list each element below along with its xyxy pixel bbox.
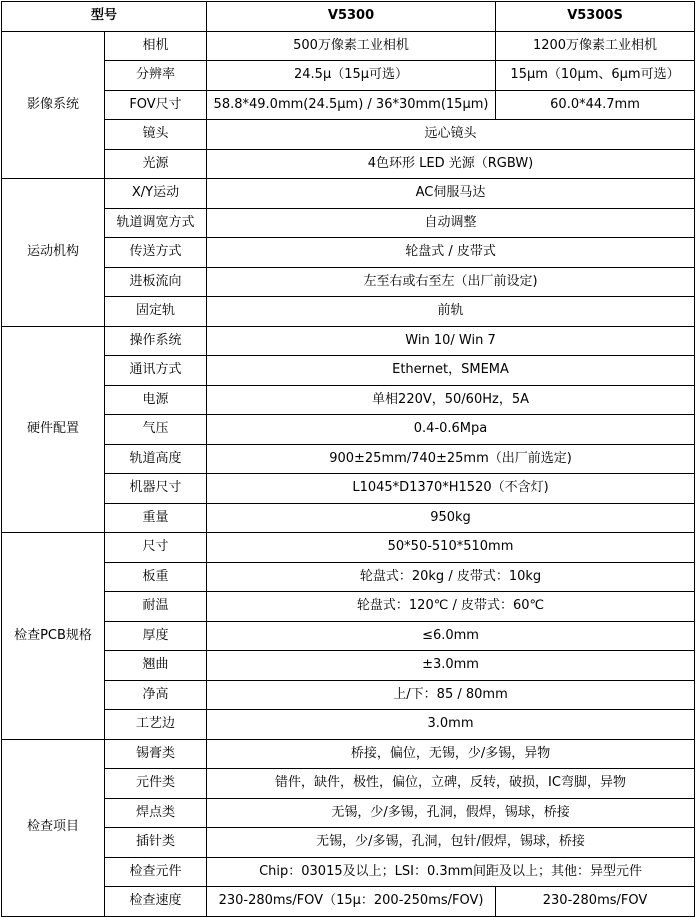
spec-label: 重量 (105, 503, 207, 533)
spec-value: 轮盘式 / 皮带式 (207, 238, 695, 268)
table-row (2, 621, 695, 651)
table-row (2, 149, 695, 179)
spec-label: 插针类 (105, 828, 207, 858)
spec-value-v5300: 24.5μ（15μ可选） (207, 61, 496, 91)
table-row (2, 798, 695, 828)
table-row (2, 533, 695, 563)
spec-label: 焊点类 (105, 798, 207, 828)
spec-value: AC伺服马达 (207, 179, 695, 209)
spec-label: 操作系统 (105, 326, 207, 356)
header-model: 型号 (2, 2, 207, 32)
spec-value-v5300s: 230-280ms/FOV (496, 887, 695, 917)
table-row (2, 444, 695, 474)
spec-value: 单相220V，50/60Hz，5A (207, 385, 695, 415)
spec-value: 950kg (207, 503, 695, 533)
category-cell: 检查PCB规格 (2, 533, 105, 740)
table-row (2, 356, 695, 386)
table-row (2, 710, 695, 740)
spec-value-v5300s: 15μm（10μm、6μm可选） (496, 61, 695, 91)
table-row (2, 887, 695, 917)
spec-label: 尺寸 (105, 533, 207, 563)
spec-label: 耐温 (105, 592, 207, 622)
spec-label: 通讯方式 (105, 356, 207, 386)
table-row (2, 326, 695, 356)
spec-label: 检查速度 (105, 887, 207, 917)
spec-value: ≤6.0mm (207, 621, 695, 651)
spec-label: 进板流向 (105, 267, 207, 297)
spec-value: 桥接，偏位，无锡，少/多锡，异物 (207, 739, 695, 769)
spec-label: X/Y运动 (105, 179, 207, 209)
spec-value: 左至右或右至左（出厂前设定) (207, 267, 695, 297)
spec-label: 电源 (105, 385, 207, 415)
table-row (2, 828, 695, 858)
header-v5300s: V5300S (496, 2, 695, 32)
spec-value: 无锡，少/多锡，孔洞，假焊，锡球，桥接 (207, 798, 695, 828)
spec-value: ±3.0mm (207, 651, 695, 681)
spec-label: 翘曲 (105, 651, 207, 681)
spec-value: 3.0mm (207, 710, 695, 740)
spec-label: 机器尺寸 (105, 474, 207, 504)
spec-value: 错件，缺件，极性，偏位，立碑，反转，破损，IC弯脚，异物 (207, 769, 695, 799)
table-row (2, 415, 695, 445)
table-row (2, 769, 695, 799)
spec-label: 轨道调宽方式 (105, 208, 207, 238)
table-row (2, 179, 695, 209)
table-row (2, 592, 695, 622)
table-row (2, 208, 695, 238)
spec-value: 4色环形 LED 光源（RGBW) (207, 149, 695, 179)
spec-value: 0.4-0.6Mpa (207, 415, 695, 445)
spec-value: 轮盘式：120℃ / 皮带式：60℃ (207, 592, 695, 622)
spec-label: 固定轨 (105, 297, 207, 327)
table-row (2, 120, 695, 150)
spec-label: 轨道高度 (105, 444, 207, 474)
header-v5300: V5300 (207, 2, 496, 32)
spec-value-v5300: 500万像素工业相机 (207, 31, 496, 61)
spec-label: 镜头 (105, 120, 207, 150)
spec-value: 轮盘式：20kg / 皮带式：10kg (207, 562, 695, 592)
spec-value: 50*50-510*510mm (207, 533, 695, 563)
spec-value: 上/下：85 / 80mm (207, 680, 695, 710)
spec-value: 无锡，少/多锡，孔洞，包针/假焊，锡球，桥接 (207, 828, 695, 858)
spec-label: 传送方式 (105, 238, 207, 268)
spec-label: 相机 (105, 31, 207, 61)
table-row (2, 31, 695, 61)
spec-label: 元件类 (105, 769, 207, 799)
spec-value-v5300s: 1200万像素工业相机 (496, 31, 695, 61)
spec-label: 净高 (105, 680, 207, 710)
spec-value: 自动调整 (207, 208, 695, 238)
spec-value: 远心镜头 (207, 120, 695, 150)
table-row (2, 857, 695, 887)
spec-value-v5300: 230-280ms/FOV（15μ：200-250ms/FOV) (207, 887, 496, 917)
spec-value-v5300: 58.8*49.0mm(24.5μm) / 36*30mm(15μm) (207, 90, 496, 120)
table-row (2, 562, 695, 592)
spec-label: 工艺边 (105, 710, 207, 740)
category-cell: 硬件配置 (2, 326, 105, 533)
category-cell: 影像系统 (2, 31, 105, 179)
table-row (2, 90, 695, 120)
spec-label: 锡膏类 (105, 739, 207, 769)
spec-value: L1045*D1370*H1520（不含灯) (207, 474, 695, 504)
spec-label: 气压 (105, 415, 207, 445)
spec-value-v5300s: 60.0*44.7mm (496, 90, 695, 120)
spec-value: Ethernet，SMEMA (207, 356, 695, 386)
table-row (2, 238, 695, 268)
table-row (2, 651, 695, 681)
table-row (2, 297, 695, 327)
spec-label: 厚度 (105, 621, 207, 651)
table-row (2, 739, 695, 769)
table-row (2, 385, 695, 415)
spec-label: 光源 (105, 149, 207, 179)
spec-label: FOV尺寸 (105, 90, 207, 120)
table-row (2, 474, 695, 504)
table-row (2, 61, 695, 91)
header-row (2, 2, 695, 32)
table-row (2, 267, 695, 297)
category-cell: 检查项目 (2, 739, 105, 916)
spec-value: 900±25mm/740±25mm（出厂前选定) (207, 444, 695, 474)
spec-value: 前轨 (207, 297, 695, 327)
category-cell: 运动机构 (2, 179, 105, 327)
table-row (2, 680, 695, 710)
spec-table (1, 1, 695, 917)
spec-label: 板重 (105, 562, 207, 592)
spec-body (2, 31, 695, 916)
spec-value: Win 10/ Win 7 (207, 326, 695, 356)
spec-label: 检查元件 (105, 857, 207, 887)
spec-label: 分辨率 (105, 61, 207, 91)
spec-value: Chip：03015及以上；LSI：0.3mm间距及以上；其他：异型元件 (207, 857, 695, 887)
table-row (2, 503, 695, 533)
